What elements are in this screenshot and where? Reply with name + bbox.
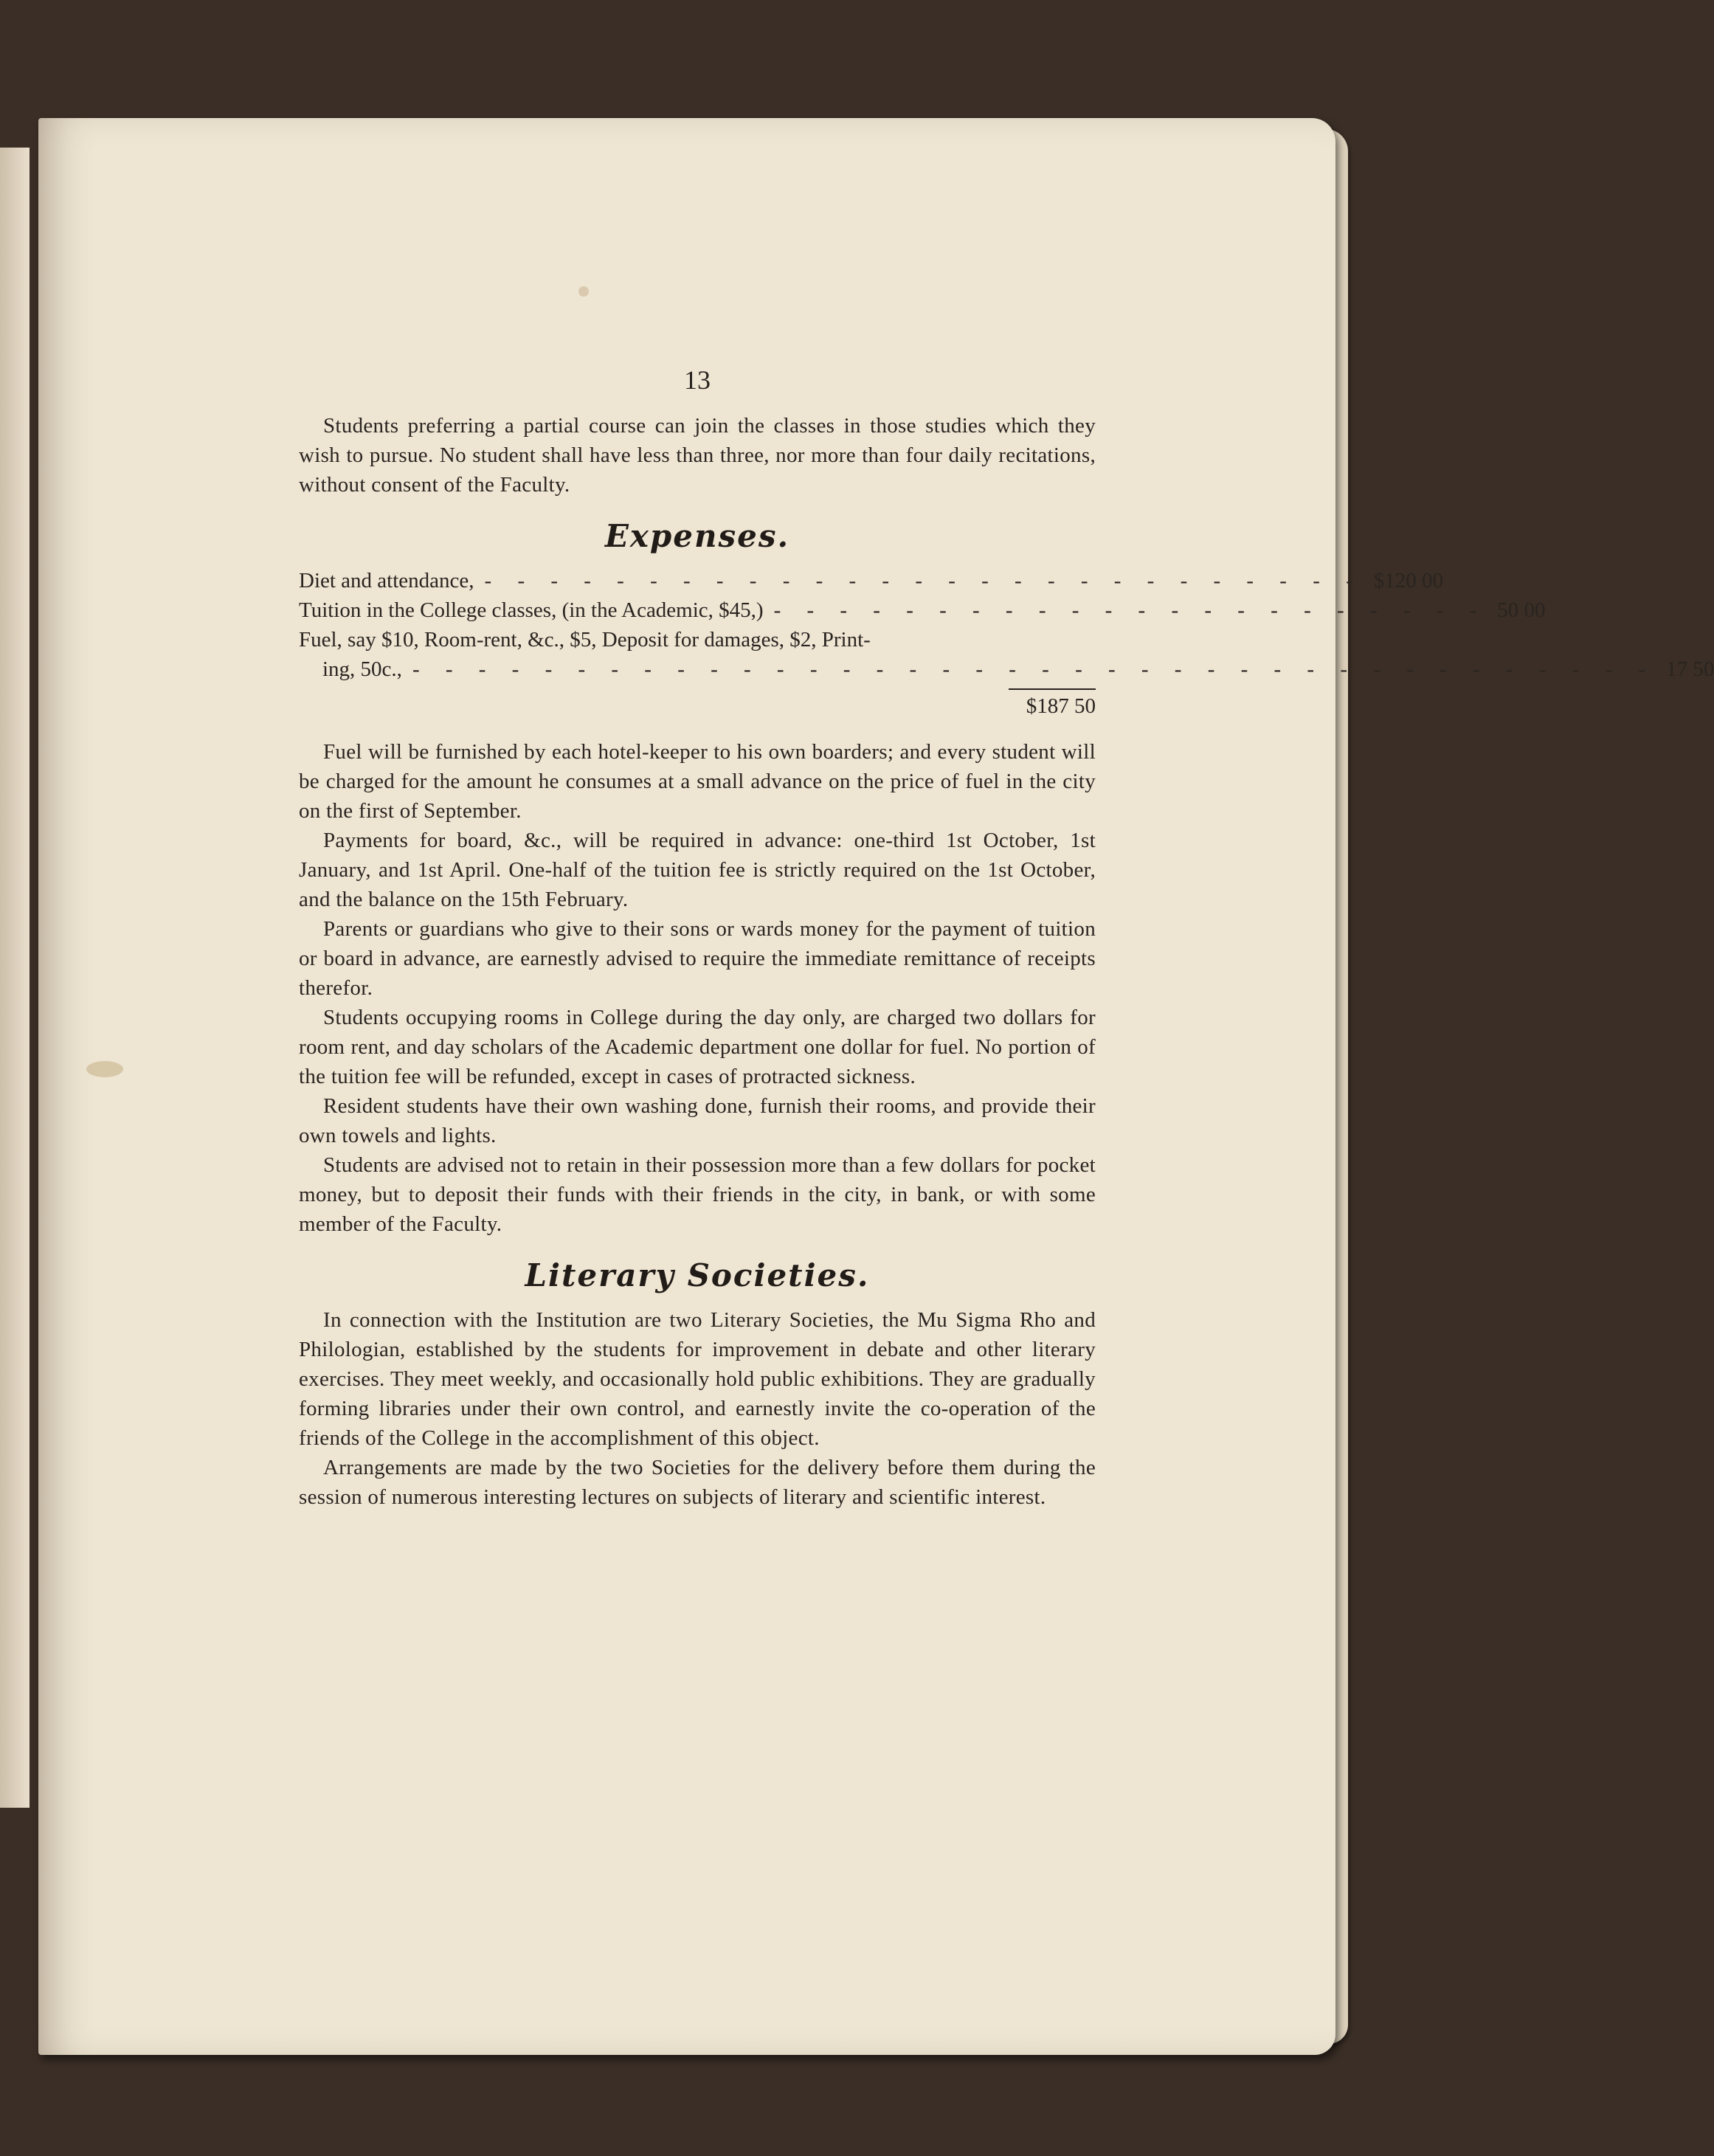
intro-paragraph: Students preferring a partial course can join the classes in those studies which they wish to pursue. No student shall have less than three, nor more than four daily recitations, without consent of the Faculty. [299,414,1096,497]
expense-label: ing, 50c., [322,657,402,681]
societies-paragraph: Arrangements are made by the two Societies for the delivery before them during the session of numerous interesting lectures on subjects of literary and scientific interest. [299,1456,1096,1509]
facing-page-edge [0,148,30,1808]
expense-row [299,625,1096,654]
expense-total [299,691,1096,721]
expense-amount: 50 00 [1497,598,1546,622]
expense-amount: $120 00 [1373,569,1444,592]
societies-paragraph: In connection with the Institution are two Literary Societies, the Mu Sigma Rho and Philologian, established by the students for improvement in debate and other literary exercises. They meet weekly, and occasionally hold public exhibitions. They are gradually forming libraries under their own control, and earnestly invite the co-operation of the friends of the College in the accomplishment of this object. [299,1308,1096,1450]
expense-row [299,595,1546,625]
expense-row [299,654,1714,684]
expense-paragraph: Parents or guardians who give to their sons or wards money for the payment of tuition or board in advance, are earnestly advised to require the immediate remittance of receipts therefor. [299,917,1096,1000]
expense-paragraph: Students are advised not to retain in their possession more than a few dollars for pocket money, but to deposit their funds with their friends in the city, in bank, or with some member of the Faculty. [299,1153,1096,1236]
expense-paragraph: Fuel will be furnished by each hotel-keeper to his own boarders; and every student will be charged for the amount he consumes at a small advance on the price of fuel in the city on the first of September. [299,740,1096,823]
expenses-heading: Expenses. [604,518,790,554]
expense-label: Tuition in the College classes, (in the Academic, $45,) [299,598,764,622]
expense-label: Diet and attendance, [299,569,474,592]
expense-label: Fuel, say $10, Room-rent, &c., $5, Deposit for damages, $2, Print- [299,628,871,652]
expense-total-amount: $187 50 [1026,694,1096,718]
leader-dashes: - - - - - - - - - - - - - - - - - - - - - - - - - - - - - - - - - - - - - - [412,657,1656,681]
page-content [299,365,1714,1512]
leader-dashes: - - - - - - - - - - - - - - - - - - - - - - [773,598,1487,622]
expenses-table [299,566,1714,721]
total-rule [299,684,1096,691]
expense-amount: 17 50 [1666,657,1714,681]
expense-row [299,566,1444,595]
leader-dashes: - - - - - - - - - - - - - - - - - - - - - - - - - - - [484,569,1364,592]
expense-paragraph: Students occupying rooms in College during the day only, are charged two dollars for room rent, and day scholars of the Academic department one dollar for fuel. No portion of the tuition fee will be refunded, except in cases of protracted sickness. [299,1006,1096,1088]
foxing-spot [86,1061,123,1077]
societies-heading: Literary Societies. [525,1257,870,1293]
foxing-spot [578,286,589,297]
page-number: 13 [684,365,711,395]
expense-paragraph: Resident students have their own washing done, furnish their rooms, and provide their own towels and lights. [299,1094,1096,1147]
expense-paragraph: Payments for board, &c., will be required in advance: one-third 1st October, 1st January, and 1st April. One-half of the tuition fee is strictly required on the 1st October, and the balance on the 15th February. [299,829,1096,911]
